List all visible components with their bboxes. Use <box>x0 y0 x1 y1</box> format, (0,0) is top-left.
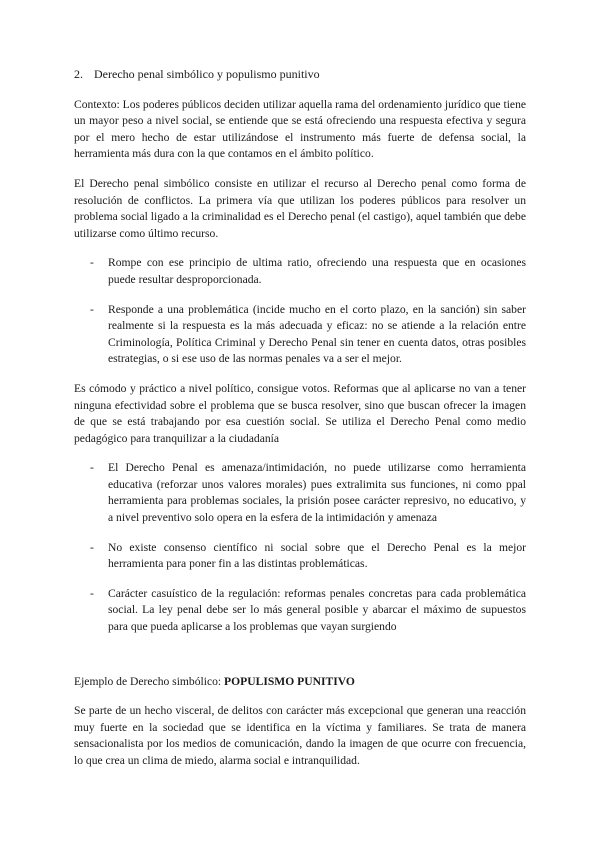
dash-bullet: - <box>90 302 94 316</box>
paragraph-context: Contexto: Los poderes públicos deciden utilizar aquella rama del ordenamiento jurídico que tiene un mayor peso a nivel social, se entiende que se está ofreciendo una respuesta efectiva y segura por el mero hecho de estar utilizándose el instrumento más fuerte de defensa social, la herramienta más dura con la que contamos en el ámbito político. <box>74 97 527 161</box>
list-item <box>74 540 526 573</box>
list-item <box>74 255 526 288</box>
dash-bullet: - <box>90 461 94 475</box>
dash-bullet: - <box>90 586 94 600</box>
paragraph-definition: El Derecho penal simbólico consiste en utilizar el recurso al Derecho penal como forma de resolución de conflictos. La primera vía que utilizan los poderes públicos para resolver un problema social ligado a la criminalidad es el Derecho penal (el castigo), aquel también que debe utilizarse como último recurso. <box>74 176 526 240</box>
example-bold-title: POPULISMO PUNITIVO <box>224 674 355 688</box>
list-item-text: El Derecho Penal es amenaza/intimidación, no puede utilizarse como herramienta educativa (reforzar unos valores morales) pues extralimita sus funciones, ni como ppal herramienta para problemas sociales, la prisión posee carácter represivo, no educativo, y a nivel preventivo solo opera en la esfera de la intimidación y amenaza <box>108 461 526 525</box>
list-item-text: Responde a una problemática (incide mucho en el corto plazo, en la sanción) sin saber realmente si la respuesta es la más adecuada y eficaz: no se atiende a la relación entre Criminología, Política Criminal y Derecho Penal sin tener en cuenta datos, otras posibles estrategias, o si ese uso de las normas penales va a ser el mejor. <box>108 302 526 366</box>
section-heading <box>74 66 526 83</box>
list-item-text: No existe consenso científico ni social sobre que el Derecho Penal es la mejor herramienta para poner fin a las distintas problemáticas. <box>108 540 526 571</box>
section-title: Derecho penal simbólico y populismo punitivo <box>94 67 320 81</box>
bullet-list-2 <box>74 460 526 635</box>
example-prefix: Ejemplo de Derecho simbólico: <box>74 674 225 688</box>
list-item <box>74 586 526 636</box>
dash-bullet: - <box>90 540 94 554</box>
list-item <box>74 302 526 368</box>
section-number: 2. <box>74 67 83 81</box>
bullet-list-1 <box>74 255 526 368</box>
list-item-text: Carácter casuístico de la regulación: reformas penales concretas para cada problemática social. La ley penal debe ser lo más general posible y abarcar el máximo de supuestos para que pueda aplicarse a los problemas que vayan surgiendo <box>108 586 526 634</box>
paragraph-populism: Se parte de un hecho visceral, de delitos con carácter más excepcional que generan una reacción muy fuerte en la sociedad que se identifica en la víctima y familiares. Se trata de manera sensacionalista por los medios de comunicación, dando la imagen de que ocurre con frecuencia, lo que crea un clima de miedo, alarma social e intranquilidad. <box>74 704 526 767</box>
dash-bullet: - <box>90 256 94 270</box>
example-heading <box>74 674 526 691</box>
paragraph-political: Es cómodo y práctico a nivel político, consigue votos. Reformas que al aplicarse no van a tener ninguna efectividad sobre el problema que se busca resolver, sino que buscan ofrecer la imagen de que se está trabajando por esa cuestión social. Se utiliza el Derecho Penal como medio pedagógico para tranquilizar a la ciudadanía <box>74 381 526 445</box>
document-page <box>74 66 526 770</box>
list-item <box>74 460 526 526</box>
list-item-text: Rompe con ese principio de ultima ratio, ofreciendo una respuesta que en ocasiones puede resultar desproporcionada. <box>108 256 526 286</box>
